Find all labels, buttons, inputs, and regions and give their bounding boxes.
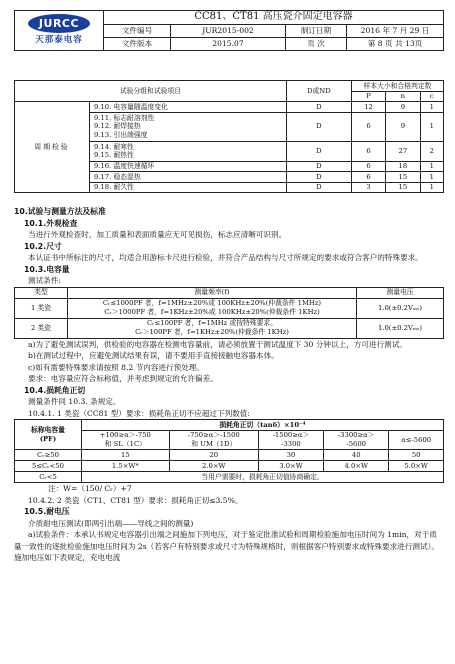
table-cell: 20 <box>169 450 258 461</box>
paragraph: 10.4.2. 2 类瓷（CT1、CT81 型）要求：损耗角正切≤3.5%。 <box>28 495 243 505</box>
date: 2016 年 7 月 29 日 <box>347 24 444 37</box>
paragraph: a)为了避免测试误判，供检验的电容器在检测电容量前，请必须放置于测试温度下 30 分钟以上，方可进行测试。 <box>28 339 407 349</box>
document-title: CC81、CT81 高压瓷介固定电容器 <box>104 11 444 25</box>
table-cell: 2 类瓷 <box>15 318 68 338</box>
subsection-heading: 10.5.耐电压 <box>24 507 70 516</box>
company-name: 天那泰电容 <box>35 35 83 46</box>
col-c5: α≤-5600 <box>389 431 444 450</box>
table-cell: Cᵣ≤1000PF 者，f=1MHz±20%或 100KHz±20%(仲裁条件 1MHz) Cᵣ＞1000PF 者，f=1KHz±20%或 100KHz±20%(仲裁条件 1KHz) <box>68 298 357 318</box>
page-number: 第 8 页 共 13页 <box>347 37 444 50</box>
table-cell: 5≤Cᵣ<50 <box>15 461 82 472</box>
col-c1: +100≥α＞-750 和 SL（1C） <box>82 431 170 450</box>
table-cell: 1.0(±0.2Vₘₛ) <box>357 318 444 338</box>
table-cell: 15 <box>386 182 420 193</box>
subsection-heading: 10.2.尺寸 <box>24 241 62 251</box>
table-cell: 1 <box>420 182 443 193</box>
company-logo <box>15 11 104 51</box>
table-cell: D <box>286 161 351 172</box>
col-volt: 测量电压 <box>357 287 444 298</box>
table-cell: D <box>286 172 351 183</box>
version: 2015.07 <box>171 37 286 50</box>
table-cell: 6 <box>351 112 385 141</box>
version-label: 文件版本 <box>104 37 171 50</box>
paragraph: 要求：电容量应符合标称值，并考虑到规定的允许偏差。 <box>28 374 218 383</box>
table-row-item: 9.16. 温度快速循环 <box>90 161 287 172</box>
paragraph: 本认证书中所标注的尺寸，均适合用游标卡尺进行检验，并符合产品结构与尺寸所规定的要求或符合客户的特殊要求。 <box>28 253 423 262</box>
subsection-heading: 10.3.电容量 <box>24 264 70 274</box>
paragraph: a)试验条件：本承认书规定电容器引出端之间施加下列电压，对于鉴定批准试验和周期检验施加电压时间为 1min，对于质量一致性的逐批检验施加电压时间为 2s（若客户有特别要求或尺寸为特殊规格时，则根据客户特别要求或特殊要求进行测试）。施加电压如下表规定，充电电流 <box>14 530 439 562</box>
paragraph: 介质耐电压测试(即两引出端——导线之间的测量) <box>28 518 194 528</box>
col-dnd: D或ND <box>286 81 351 102</box>
table-cell: 12 <box>351 102 385 113</box>
date-label: 制订日期 <box>286 24 347 37</box>
col-sample: 样本大小和合格判定数 <box>351 81 443 92</box>
table-cell: 6 <box>351 141 385 161</box>
sampling-table <box>14 80 444 193</box>
table-cell: 1 <box>420 112 443 141</box>
table-cell: 3.0×W <box>258 461 323 472</box>
table-cell: 9 <box>386 112 420 141</box>
col-p: P <box>351 91 385 102</box>
table-cell: Cᵣ≤100PF 者，f=1MHz 或按特殊要求。 Cᵣ＞100PF 者，f=1KHz±20%(仲裁条件 1KHz) <box>68 318 357 338</box>
table-cell: 6 <box>351 172 385 183</box>
section-heading: 10.试验与测量方法及标准 <box>14 207 106 216</box>
col-c4: -3300≥α＞ -5600 <box>324 431 389 450</box>
col-c2: -750≥α＞-1500 和 UM（1D） <box>169 431 258 450</box>
table-cell: 1 <box>420 102 443 113</box>
col-freq: 测量频率(f) <box>68 287 357 298</box>
table-cell: 1 <box>420 161 443 172</box>
table-cell: 15 <box>386 172 420 183</box>
table-cell: 1.0(±0.2Vₘₛ) <box>357 298 444 318</box>
table-cell: 40 <box>324 450 389 461</box>
table-row-item: 9.18. 耐久性 <box>90 182 287 193</box>
table-cell: D <box>286 102 351 113</box>
table-cell: 2.0×W <box>169 461 258 472</box>
col-cap: 标称电容量 (PF) <box>15 420 82 450</box>
table-cell: 1 <box>420 172 443 183</box>
paragraph: 测量条件同 10.3. 条规定。 <box>28 397 121 406</box>
table-cell: D <box>286 112 351 141</box>
table-row-item: 9.10. 电容量随温度变化 <box>90 102 287 113</box>
table-cell: 2 <box>420 141 443 161</box>
doc-no-label: 文件编号 <box>104 24 171 37</box>
dissipation-factor-table <box>14 419 444 483</box>
table-cell: 5.0×W <box>389 461 444 472</box>
table-cell: D <box>286 141 351 161</box>
paragraph: 10.4.1. 1 类瓷（CC81 型）要求：损耗角正切不应超过下列数值: <box>28 408 250 418</box>
table-row-item: 9.11. 标志耐溶剂性 9.12. 耐焊接热 9.13. 引出端强度 <box>90 112 287 141</box>
col-n: n <box>386 91 420 102</box>
table-cell: 6 <box>351 161 385 172</box>
table-cell: 当用户需要时，损耗角正切值协商确定。 <box>82 472 444 483</box>
table-cell: 27 <box>386 141 420 161</box>
capacitance-test-table <box>14 287 444 339</box>
paragraph: 当进行外观检查时，加工质量和表面质量应无可见损伤，标志应清晰可识别。 <box>28 230 287 239</box>
col-c: c <box>420 91 443 102</box>
page-label: 页 次 <box>286 37 347 50</box>
table-cell: 3 <box>351 182 385 193</box>
subsection-heading: 10.4.损耗角正切 <box>24 385 86 395</box>
table-row-item: 9.14. 耐寒性 9.15. 耐热性 <box>90 141 287 161</box>
table-cell: 50 <box>389 450 444 461</box>
table-cell: 1.5×W* <box>82 461 170 472</box>
table-cell: 4.0×W <box>324 461 389 472</box>
note: 注：W=（150/ Cᵣ）+7 <box>48 484 132 493</box>
table-cell: D <box>286 182 351 193</box>
col-df: 损耗角正切（tanδ）×10⁻⁴ <box>82 420 444 431</box>
document-header <box>14 10 444 51</box>
table-cell: 30 <box>258 450 323 461</box>
table-cell: 9 <box>386 102 420 113</box>
paragraph: 测试条件: <box>28 276 61 285</box>
document-body <box>14 206 444 564</box>
doc-no: JUR2015-002 <box>171 24 286 37</box>
col-type: 类型 <box>15 287 68 298</box>
group-label: 周期检验 <box>15 102 90 193</box>
table-cell: Cᵣ≥50 <box>15 450 82 461</box>
subsection-heading: 10.1.外观检查 <box>24 218 78 228</box>
col-item: 试验分组和试验项目 <box>15 81 287 102</box>
table-cell: 15 <box>82 450 170 461</box>
paragraph: c)如有需要特殊要求请按照 8.2 节内容进行预处理。 <box>28 362 204 372</box>
table-cell: 18 <box>386 161 420 172</box>
table-cell: Cᵣ<5 <box>15 472 82 483</box>
logo-mark: JURCC <box>28 14 90 33</box>
table-row-item: 9.17. 稳态湿热 <box>90 172 287 183</box>
table-cell: 1 类瓷 <box>15 298 68 318</box>
paragraph: b)在测试过程中，应避免测试结果有误，请不要用手直接接触电容器本体。 <box>28 351 279 360</box>
col-c3: -1500≥α＞ -3300 <box>258 431 323 450</box>
